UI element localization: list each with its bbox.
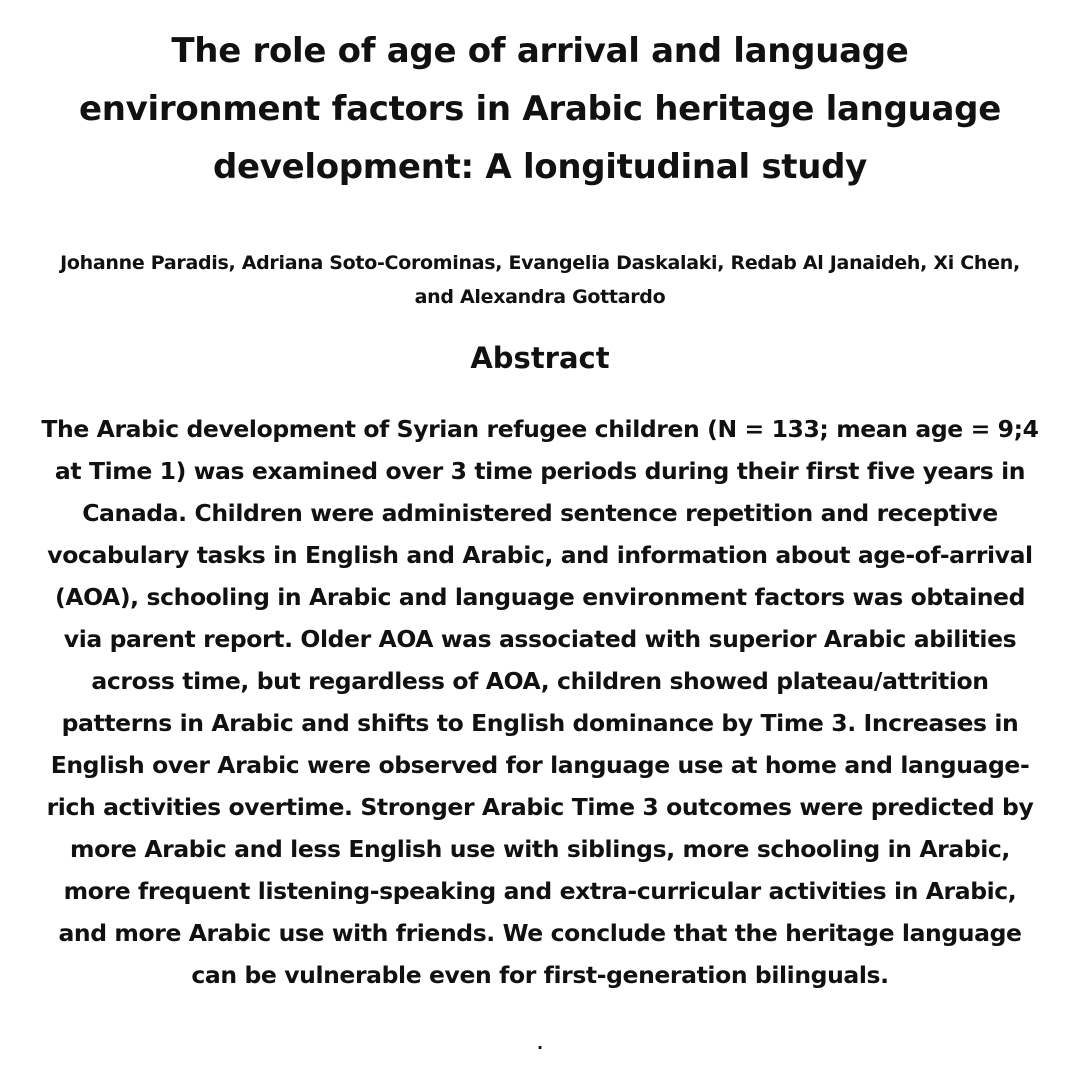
abstract-text: The Arabic development of Syrian refugee children (N = 133; mean age = 9;4 at Time 1) was examined over 3 time periods during their first five years in Canada. Children were administered sentence repetition and receptive vocabulary tasks in English and Arabic, and information about age-of-arrival (AOA), schooling in Arabic and language environment factors was obtained via parent report. Older AOA was associated with superior Arabic abilities across time, but regardless of AOA, children showed plateau/attrition patterns in Arabic and shifts to English dominance by Time 3. Increases in English over Arabic were observed for language use at home and language-rich activities overtime. Stronger Arabic Time 3 outcomes were predicted by more Arabic and less English use with siblings, more schooling in Arabic, more frequent listening-speaking and extra-curricular activities in Arabic, and more Arabic use with friends. We conclude that the heritage language can be vulnerable even for first-generation bilinguals.: [41, 415, 1039, 989]
abstract-heading: Abstract: [470, 341, 610, 375]
paper-title: The role of age of arrival and language environment factors in Arabic heritage language development: A longitudinal study: [79, 31, 1001, 187]
trailing-mark: .: [536, 1034, 544, 1053]
author-list: Johanne Paradis, Adriana Soto-Corominas, Evangelia Daskalaki, Redab Al Janaideh, Xi Chen, and Alexandra Gottardo: [60, 252, 1020, 308]
